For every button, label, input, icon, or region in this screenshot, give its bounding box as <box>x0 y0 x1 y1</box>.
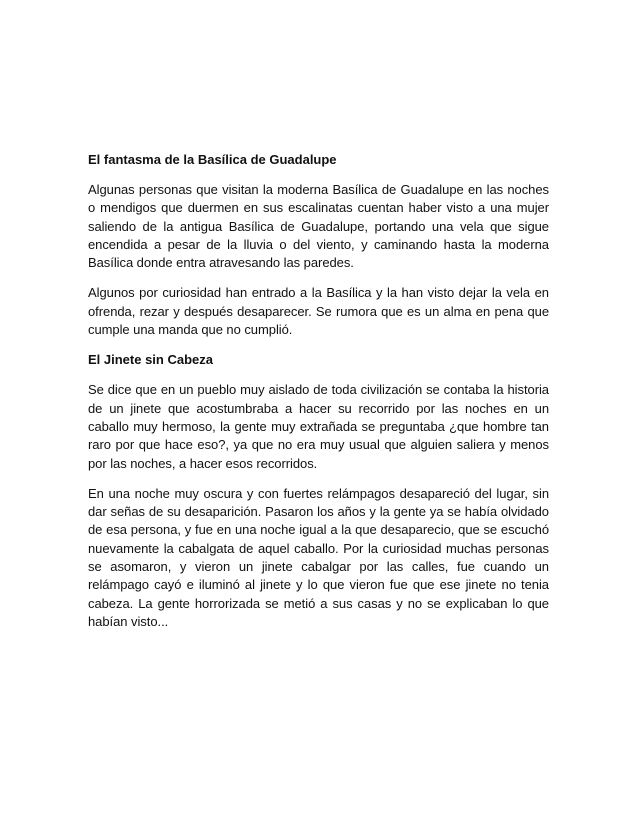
paragraph: Algunas personas que visitan la moderna Basílica de Guadalupe en las noches o mendigos que duermen en sus escalinatas cuentan haber visto a una mujer saliendo de la antigua Basílica de Guadalupe, portando una vela que sigue encendida a pesar de la lluvia o del viento, y caminando hasta la moderna Basílica donde entra atravesando las paredes. <box>88 182 549 271</box>
paragraph: Algunos por curiosidad han entrado a la Basílica y la han visto dejar la vela en ofrenda, rezar y después desaparecer. Se rumora que es un alma en pena que cumple una manda que no cumplió. <box>88 285 549 338</box>
paragraph: En una noche muy oscura y con fuertes relámpagos desapareció del lugar, sin dar señas de su desaparición. Pasaron los años y la gente ya se había olvidado de esa persona, y fue en una noche igual a la que desaparecio, que se escuchó nuevamente la cabalgata de aquel caballo. Por la curiosidad muchas personas se asomaron, y vieron un jinete cabalgar por las calles, fue cuando un relámpago cayó e iluminó al jinete y lo que vieron fue que ese jinete no tenia cabeza. La gente horrorizada se metió a sus casas y no se explicaban lo que habían visto... <box>88 485 549 629</box>
section-heading-basilica-ghost: El fantasma de la Basílica de Guadalupe <box>88 152 337 167</box>
document-body <box>88 151 549 643</box>
section-heading-headless-rider: El Jinete sin Cabeza <box>88 352 213 368</box>
paragraph: Se dice que en un pueblo muy aislado de toda civilización se contaba la historia de un jinete que acostumbraba a hacer su recorrido por las noches en un caballo muy hermoso, la gente muy extrañada se preguntaba ¿que hombre tan raro por que hace eso?, ya que no era muy usual que alguien saliera y menos por las noches, a hacer esos recorridos. <box>88 382 549 471</box>
